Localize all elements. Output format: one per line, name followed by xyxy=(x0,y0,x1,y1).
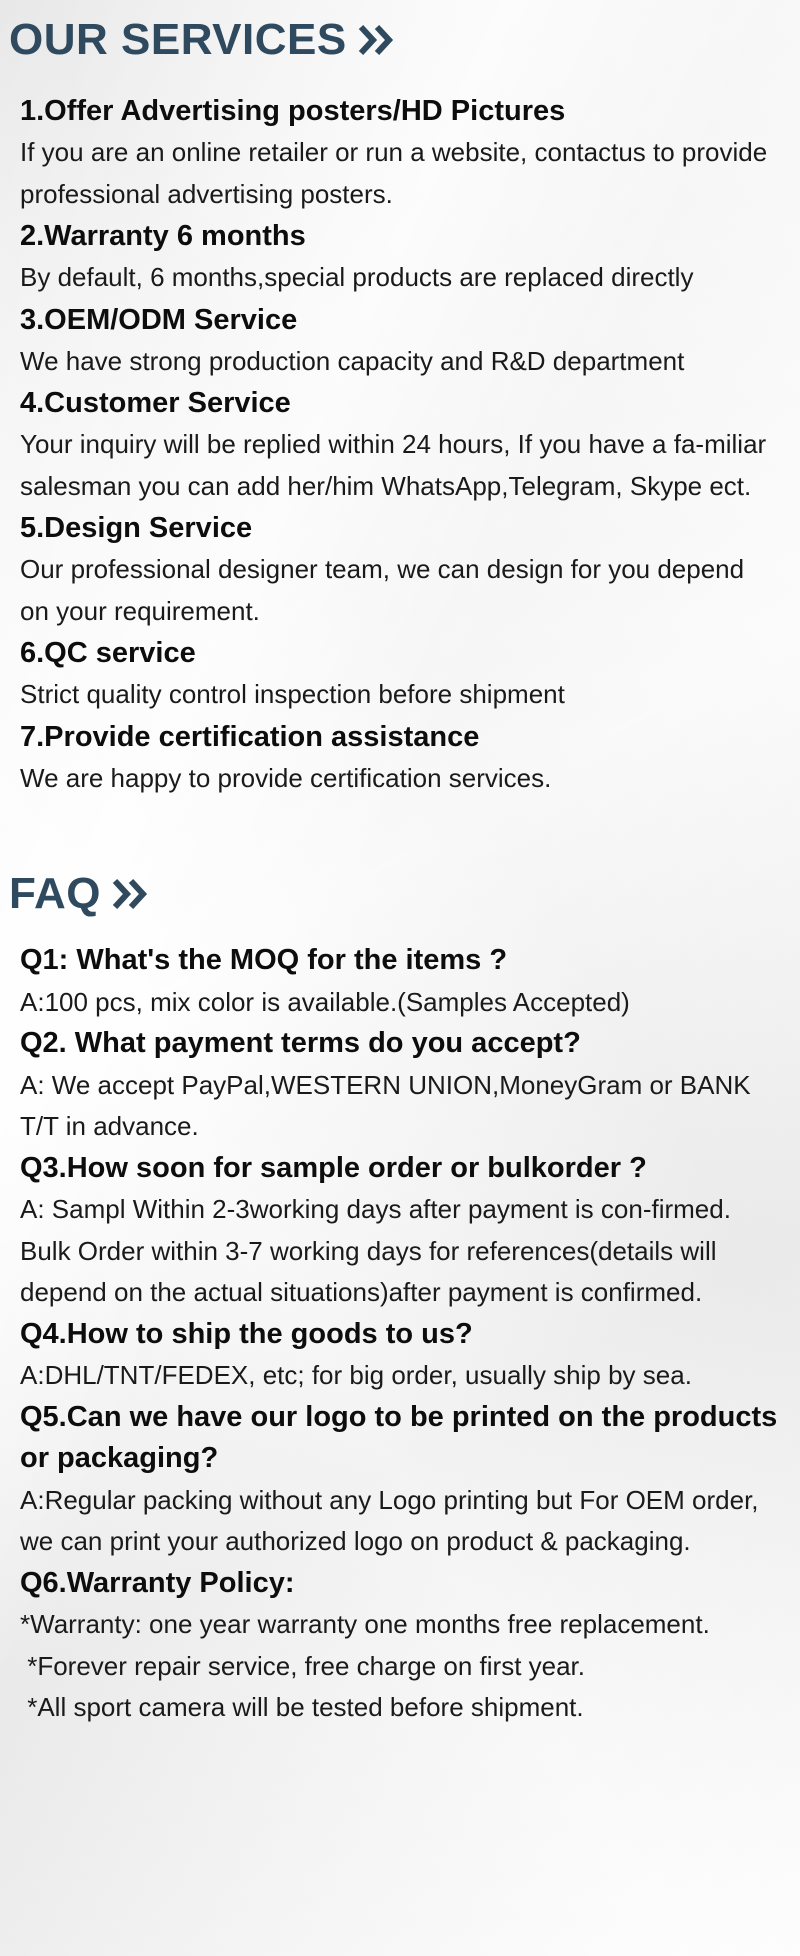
service-heading: 5.Design Service xyxy=(20,512,253,544)
faq-list xyxy=(0,940,800,1729)
double-chevron-right-icon xyxy=(357,23,395,57)
faq-answer-continued: *All sport camera will be tested before shipment. xyxy=(20,1692,584,1722)
faq-section xyxy=(0,866,800,1729)
faq-title xyxy=(0,866,800,922)
service-item xyxy=(20,716,780,800)
service-item xyxy=(20,215,780,299)
service-item xyxy=(20,507,780,632)
faq-answer: *Warranty: one year warranty one months free replacement. xyxy=(20,1609,710,1639)
service-heading: 2.Warranty 6 months xyxy=(20,220,306,252)
service-description: We are happy to provide certification services. xyxy=(20,762,552,793)
service-item xyxy=(20,90,780,215)
service-item xyxy=(20,632,780,716)
services-title-text: OUR SERVICES xyxy=(9,15,347,64)
faq-question: Q3.How soon for sample order or bulkorder ? xyxy=(20,1151,647,1184)
faq-item xyxy=(20,1563,780,1729)
faq-question: Q6.Warranty Policy: xyxy=(20,1566,295,1599)
faq-title-text: FAQ xyxy=(9,869,101,918)
service-description: If you are an online retailer or run a website, contactus to provide professional advertising posters. xyxy=(20,137,768,209)
faq-item xyxy=(20,940,780,1023)
faq-answer: A: We accept PayPal,WESTERN UNION,MoneyGram or BANK T/T in advance. xyxy=(20,1069,751,1141)
faq-answer: A: Sampl Within 2-3working days after payment is con-firmed. xyxy=(20,1194,731,1224)
service-heading: 3.OEM/ODM Service xyxy=(20,303,298,336)
service-description: By default, 6 months,special products are replaced directly xyxy=(20,262,694,292)
service-heading: 6.QC service xyxy=(20,637,196,669)
service-description: Your inquiry will be replied within 24 hours, If you have a fa-miliar salesman you can add her/him WhatsApp,Telegram, Skype ect. xyxy=(20,429,767,501)
faq-item xyxy=(20,1397,780,1563)
faq-question: Q1: What's the MOQ for the items ? xyxy=(20,944,508,976)
service-heading: 7.Provide certification assistance xyxy=(20,720,480,753)
service-description: Our professional designer team, we can design for you depend on your requirement. xyxy=(20,554,745,626)
service-description: Strict quality control inspection before shipment xyxy=(20,679,565,709)
faq-answer-continued: Bulk Order within 3-7 working days for references(details will depend on the actual situations)after payment is confirmed. xyxy=(20,1235,717,1307)
faq-item xyxy=(20,1314,780,1397)
faq-item xyxy=(20,1023,780,1148)
service-description: We have strong production capacity and R&D department xyxy=(20,345,685,376)
faq-answer: A:Regular packing without any Logo printing but For OEM order, we can print your authorized logo on product & packaging. xyxy=(20,1484,759,1556)
faq-question: Q2. What payment terms do you accept? xyxy=(20,1027,581,1059)
faq-answer: A:DHL/TNT/FEDEX, etc; for big order, usually ship by sea. xyxy=(20,1360,692,1390)
services-title xyxy=(0,12,800,68)
services-section xyxy=(0,12,800,799)
services-list xyxy=(0,90,800,799)
faq-question: Q5.Can we have our logo to be printed on the products or packaging? xyxy=(20,1400,778,1474)
faq-answer-continued: *Forever repair service, free charge on first year. xyxy=(20,1650,586,1681)
faq-item xyxy=(20,1148,780,1314)
faq-question: Q4.How to ship the goods to us? xyxy=(20,1317,473,1350)
double-chevron-right-icon xyxy=(111,877,149,911)
service-heading: 4.Customer Service xyxy=(20,387,291,419)
service-item xyxy=(20,382,780,507)
faq-answer: A:100 pcs, mix color is available.(Samples Accepted) xyxy=(20,986,630,1017)
service-item xyxy=(20,299,780,383)
service-heading: 1.Offer Advertising posters/HD Pictures xyxy=(20,95,566,127)
